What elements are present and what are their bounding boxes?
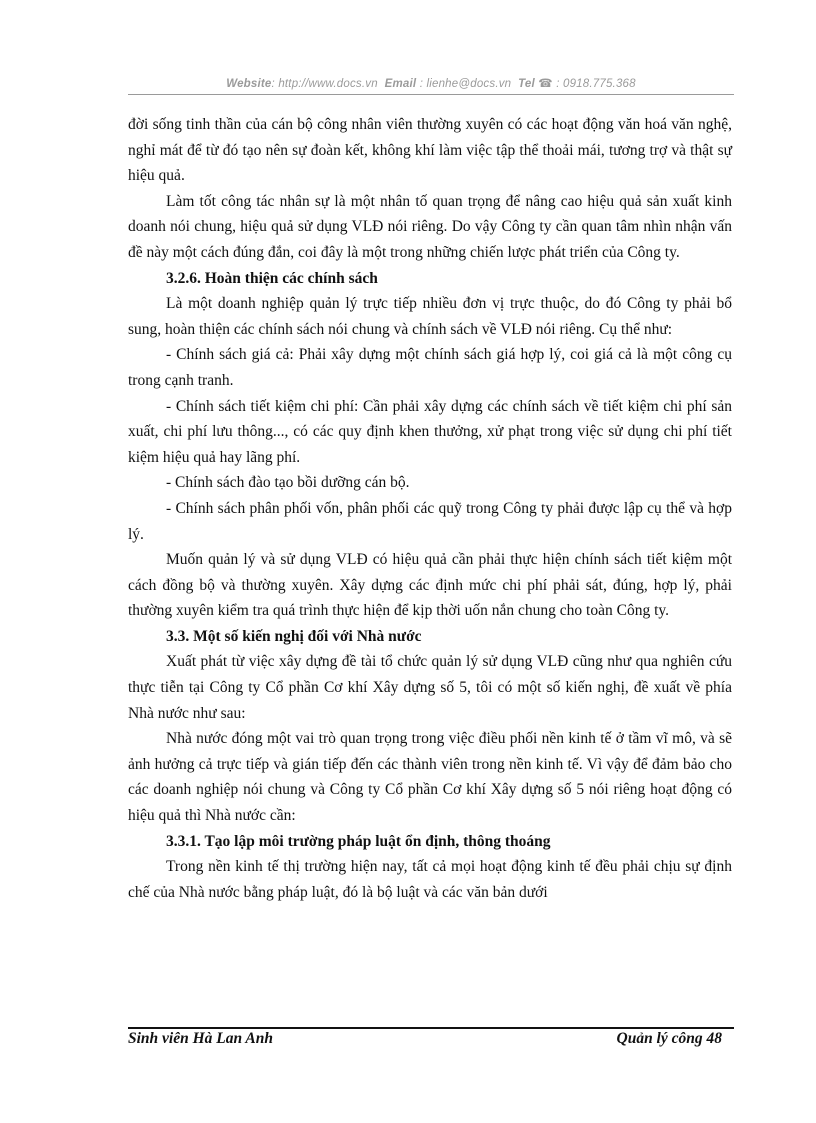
website-value: : http://www.docs.vn [271,78,378,90]
paragraph-9: Xuất phát từ việc xây dựng đề tài tổ chức quản lý sử dụng VLĐ cũng như qua nghiên cứu thực tiễn tại Công ty Cổ phần Cơ khí Xây dựng số 5, tôi có một số kiến nghị, đề xuất về phía Nhà nước như sau: [128,653,732,722]
tel-label: Tel ☎ [518,78,553,90]
footer-course: Quản lý công 48 [616,1030,722,1047]
page-footer [128,1030,722,1048]
paragraph-3: Là một doanh nghiệp quản lý trực tiếp nhiều đơn vị trực thuộc, do đó Công ty phải bổ sung, hoàn thiện các chính sách nói chung và chính sách về VLĐ nói riêng. Cụ thể như: [128,295,732,338]
section-heading-3-3-1: 3.3.1. Tạo lập môi trường pháp luật ổn định, thông thoáng [166,832,551,850]
section-heading-3-3: 3.3. Một số kiến nghị đối với Nhà nước [166,627,422,645]
footer-author: Sinh viên Hà Lan Anh [128,1030,274,1047]
paragraph-4: - Chính sách giá cả: Phải xây dựng một chính sách giá hợp lý, coi giá cả là một công cụ trong cạnh tranh. [128,346,732,389]
header-rule [128,94,734,95]
paragraph-10: Nhà nước đóng một vai trò quan trọng trong việc điều phối nền kinh tế ở tầm vĩ mô, và sẽ ảnh hưởng cả trực tiếp và gián tiếp đến các thành viên trong nền kinh tế. Vì vậy để đảm bảo cho các doanh nghiệp nói chung và Công ty Cổ phần Cơ khí Xây dựng số 5 nói riêng hoạt động có hiệu quả thì Nhà nước cần: [128,730,732,825]
page-content [128,112,732,905]
footer-rule [128,1027,734,1029]
paragraph-8: Muốn quản lý và sử dụng VLĐ có hiệu quả cần phải thực hiện chính sách tiết kiệm một cách đồng bộ và thường xuyên. Xây dựng các định mức chi phí phải sát, đúng, hợp lý, phải thường xuyên kiểm tra quá trình thực hiện để kịp thời uốn nắn chung cho toàn Công ty. [128,551,732,620]
email-value: : lienhe@docs.vn [419,78,512,90]
paragraph-7: - Chính sách phân phối vốn, phân phối các quỹ trong Công ty phải được lập cụ thể và hợp lý. [128,499,732,543]
paragraph-6: - Chính sách đào tạo bồi dưỡng cán bộ. [166,474,410,492]
paragraph-2: Làm tốt công tác nhân sự là một nhân tố quan trọng để nâng cao hiệu quả sản xuất kinh doanh nói chung, hiệu quả sử dụng VLĐ nói riêng. Do vậy Công ty cần quan tâm nhìn nhận vấn đề này một cách đúng đắn, coi đây là một trong những chiến lược phát triển của Công ty. [128,192,732,261]
paragraph-1: đời sống tinh thần của cán bộ công nhân viên thường xuyên có các hoạt động văn hoá văn nghệ, nghỉ mát để từ đó tạo nên sự đoàn kết, không khí làm việc tập thể thoải mái, tương trợ và thật sự hiệu quả. [128,116,732,185]
section-heading-3-2-6: 3.2.6. Hoàn thiện các chính sách [166,269,378,287]
page-header [128,76,734,90]
tel-value: : 0918.775.368 [556,78,636,90]
paragraph-5: - Chính sách tiết kiệm chi phí: Cần phải xây dựng các chính sách về tiết kiệm chi phí sản xuất, chi phí lưu thông..., có các quy định khen thưởng, xử phạt trong việc sử dụng chi phí tiết kiệm hiệu quả hay lãng phí. [128,397,732,466]
website-label: Website [226,78,272,90]
paragraph-11: Trong nền kinh tế thị trường hiện nay, tất cả mọi hoạt động kinh tế đều phải chịu sự định chế của Nhà nước bằng pháp luật, đó là bộ luật và các văn bản dưới [128,858,732,901]
email-label: Email [384,78,417,90]
